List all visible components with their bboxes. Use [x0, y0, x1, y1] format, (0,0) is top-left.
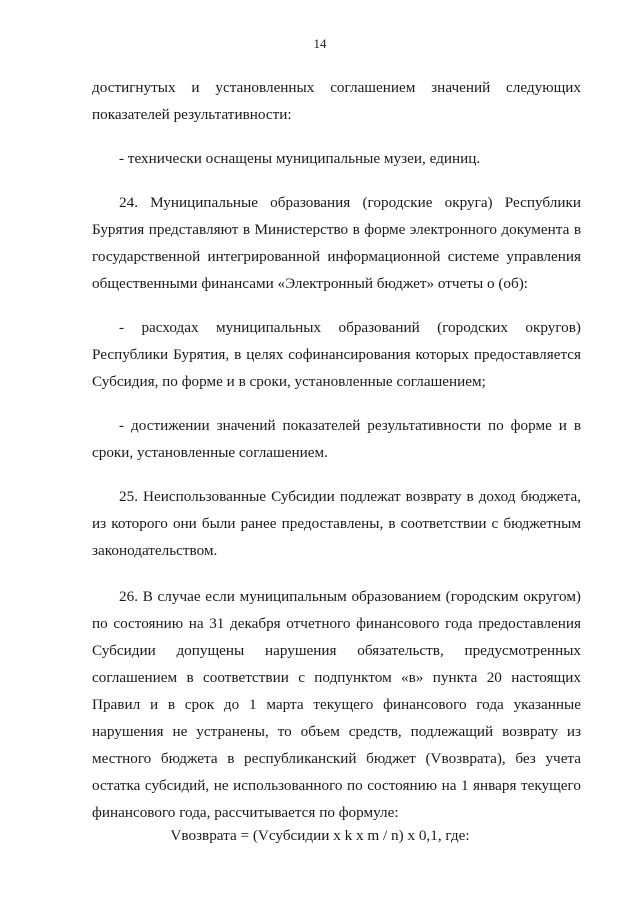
- text-line: 25. Неиспользованные Субсидии подлежат возврату в доход бюджета,: [119, 488, 581, 505]
- paragraph-item-26: [92, 583, 581, 826]
- paragraph-item-24: [92, 189, 581, 297]
- text-line: - достижении значений показателей результативности по форме и в: [119, 417, 581, 434]
- text-line: соглашением в соответствии с подпунктом «в» пункта 20 настоящих: [92, 669, 581, 686]
- text-line: 24. Муниципальные образования (городские округа) Республики: [119, 194, 581, 211]
- text-line: государственной интегрированной информационной системе управления: [92, 248, 581, 265]
- text-line: Правил и в срок до 1 марта текущего финансового года указанные: [92, 696, 581, 713]
- paragraph-continuation: [92, 74, 581, 128]
- text-line: из которого они были ранее предоставлены, в соответствии с бюджетным: [92, 515, 581, 532]
- text-line: Бурятия представляют в Министерство в форме электронного документа в: [92, 221, 581, 238]
- text-line: показателей результативности:: [92, 106, 292, 123]
- text-line: местного бюджета в республиканский бюджет (Vвозврата), без учета: [92, 750, 581, 767]
- text-line: Субсидия, по форме и в сроки, установленные соглашением;: [92, 373, 486, 390]
- text-line: общественными финансами «Электронный бюджет» отчеты о (об):: [92, 275, 528, 292]
- text-line: Республики Бурятия, в целях софинансирования которых предоставляется: [92, 346, 581, 363]
- text-line: - технически оснащены муниципальные музеи, единиц.: [119, 150, 481, 167]
- text-line: остатка субсидий, не использованного по состоянию на 1 января текущего: [92, 777, 581, 794]
- paragraph-list-item: [92, 412, 581, 466]
- text-line: 26. В случае если муниципальным образованием (городским округом): [119, 588, 581, 605]
- text-line: сроки, установленные соглашением.: [92, 444, 328, 461]
- text-line: финансового года, рассчитывается по формуле:: [92, 804, 399, 821]
- text-line: Субсидии допущены нарушения обязательств, предусмотренных: [92, 642, 581, 659]
- paragraph-list-item: [92, 145, 581, 172]
- text-line: по состоянию на 31 декабря отчетного финансового года предоставления: [92, 615, 581, 632]
- text-line: достигнутых и установленных соглашением значений следующих: [92, 79, 581, 96]
- text-line: - расходах муниципальных образований (городских округов): [119, 319, 581, 336]
- text-line: нарушения не устранены, то объем средств, подлежащий возврату из: [92, 723, 581, 740]
- document-body: [92, 74, 581, 843]
- text-line: законодательством.: [92, 542, 218, 559]
- formula: Vвозврата = (Vсубсидии x k x m / n) x 0,1, где:: [170, 827, 470, 844]
- page-number: 14: [313, 36, 327, 51]
- paragraph-list-item: [92, 314, 581, 395]
- paragraph-item-25: [92, 483, 581, 564]
